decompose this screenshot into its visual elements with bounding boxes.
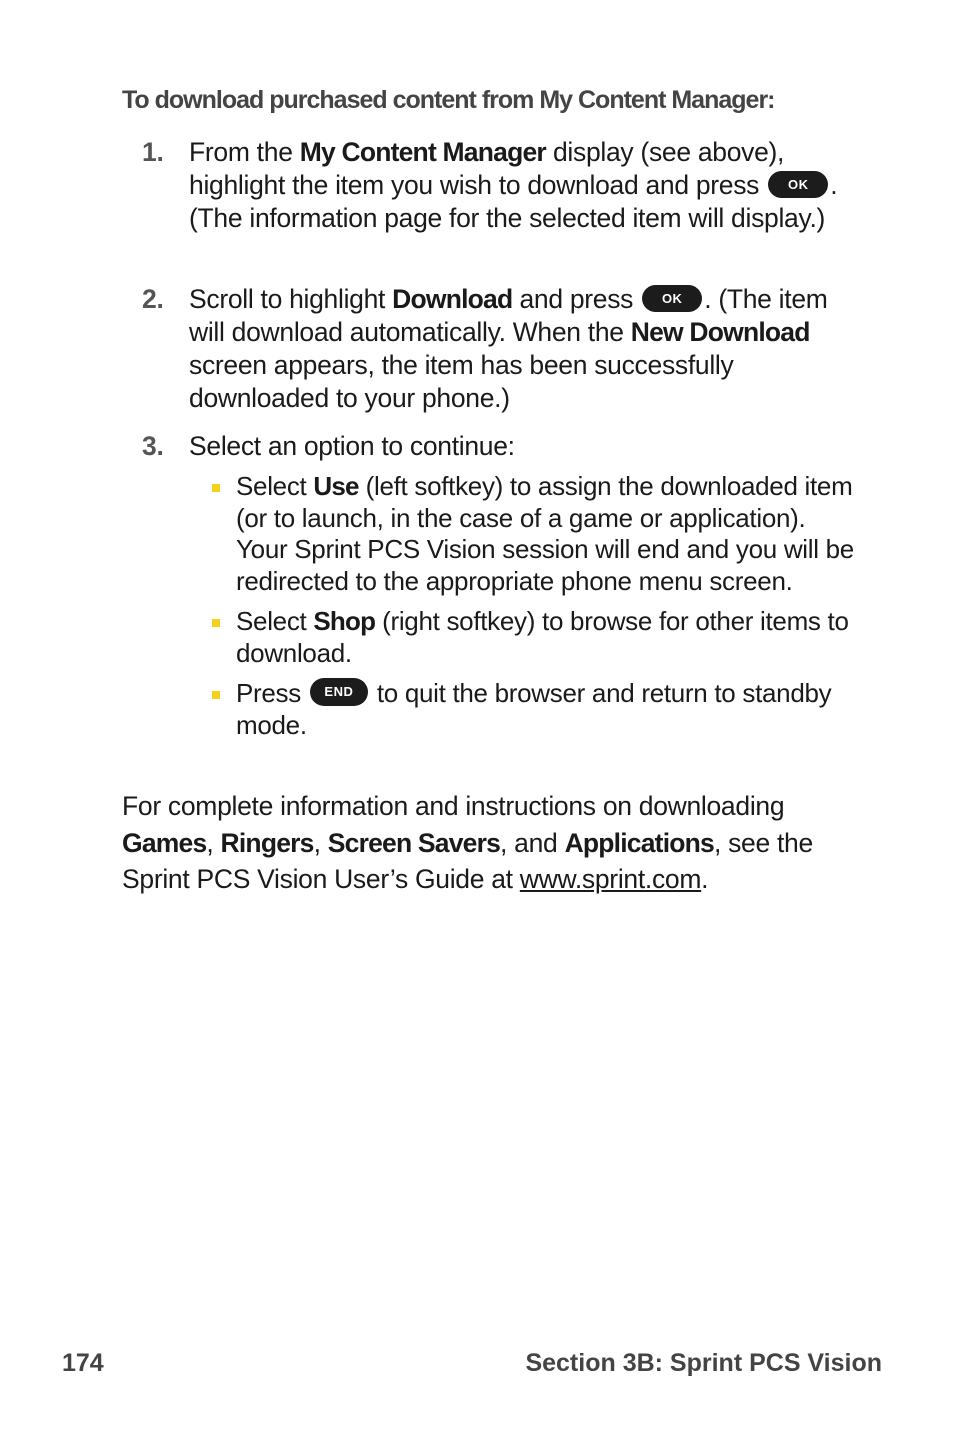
step-3 (142, 430, 862, 463)
bullet-icon (212, 619, 220, 627)
list-item: Select Use (left softkey) to assign the downloaded item (or to launch, in the case of a game or application). Your Sprint PCS Vision session will end and you will be redirected to the appropriate phone menu screen. (212, 471, 862, 597)
page-number: 174 (62, 1349, 104, 1377)
section-title: Section 3B: Sprint PCS Vision (525, 1349, 882, 1377)
step-number: 1. (142, 137, 164, 167)
end-key-icon: END (310, 678, 368, 706)
step-2 (142, 283, 862, 415)
option-list (212, 471, 862, 750)
bullet-icon (212, 484, 220, 492)
step-1 (142, 136, 862, 235)
list-item: Press END to quit the browser and return to standby mode. (212, 678, 862, 741)
section-heading: To download purchased content from My Content Manager: (122, 86, 775, 114)
step-text: Select an option to continue: (189, 431, 515, 461)
step-number: 3. (142, 431, 164, 461)
ok-key-icon: OK (768, 171, 828, 198)
list-item: Select Shop (right softkey) to browse for other items to download. (212, 606, 862, 669)
step-text: From the My Content Manager display (see above), highlight the item you wish to download and press OK . (The information page for the selected item will display.) (189, 137, 838, 233)
sprint-link[interactable]: www.sprint.com (519, 864, 702, 894)
info-paragraph: For complete information and instructions on downloading Games, Ringers, Screen Savers, and Applications, see the Sprint PCS Vision User’s Guide at www.sprint.com. (122, 791, 813, 894)
step-number: 2. (142, 284, 164, 314)
ok-key-icon: OK (642, 285, 702, 312)
step-text: Scroll to highlight Download and press OK . (The item will download automatically. When the New Download screen appears, the item has been successfully downloaded to your phone.) (189, 284, 828, 413)
bullet-icon (212, 691, 220, 699)
